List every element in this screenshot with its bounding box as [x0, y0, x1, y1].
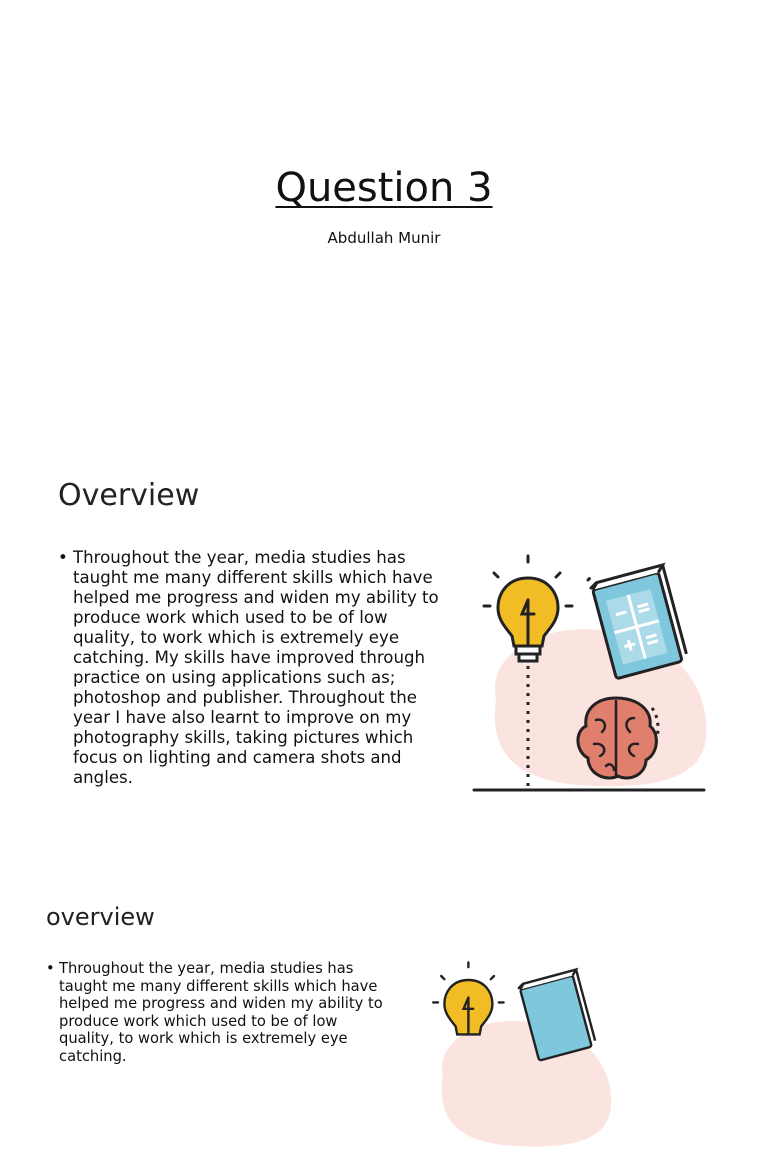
- slide-subtitle: Abdullah Munir: [327, 229, 441, 247]
- overview-bullet: [58, 548, 448, 788]
- overview-heading: Overview: [58, 478, 200, 513]
- learning-illustration: [418, 956, 618, 1156]
- overview-heading: overview: [46, 903, 155, 931]
- overview-bullet: [46, 960, 396, 1065]
- overview-slide: [0, 440, 768, 860]
- brain-icon: [578, 698, 658, 778]
- title-slide: [0, 0, 768, 430]
- bullet-dot: •: [46, 960, 55, 977]
- learning-illustration: [466, 548, 714, 798]
- slide-title: Question 3: [275, 165, 493, 211]
- overview-bullet-text: Throughout the year, media studies has taught me many different skills which have helped me progress and widen my ability to produce work which used to be of low quality, to work which is extremely eye catching. My skills have improved through practice on using applications such as; photoshop and publisher. Throughout the year I have also learnt to improve on my photography skills, taking pictures which focus on lighting and camera shots and angles.: [73, 548, 439, 787]
- overview-slide-partial: [0, 870, 768, 1065]
- overview-bullet-text: Throughout the year, media studies has taught me many different skills which have helped me progress and widen my ability to produce work which used to be of low quality, to work which is extremely eye catching.: [59, 960, 383, 1065]
- bullet-dot: •: [58, 548, 68, 567]
